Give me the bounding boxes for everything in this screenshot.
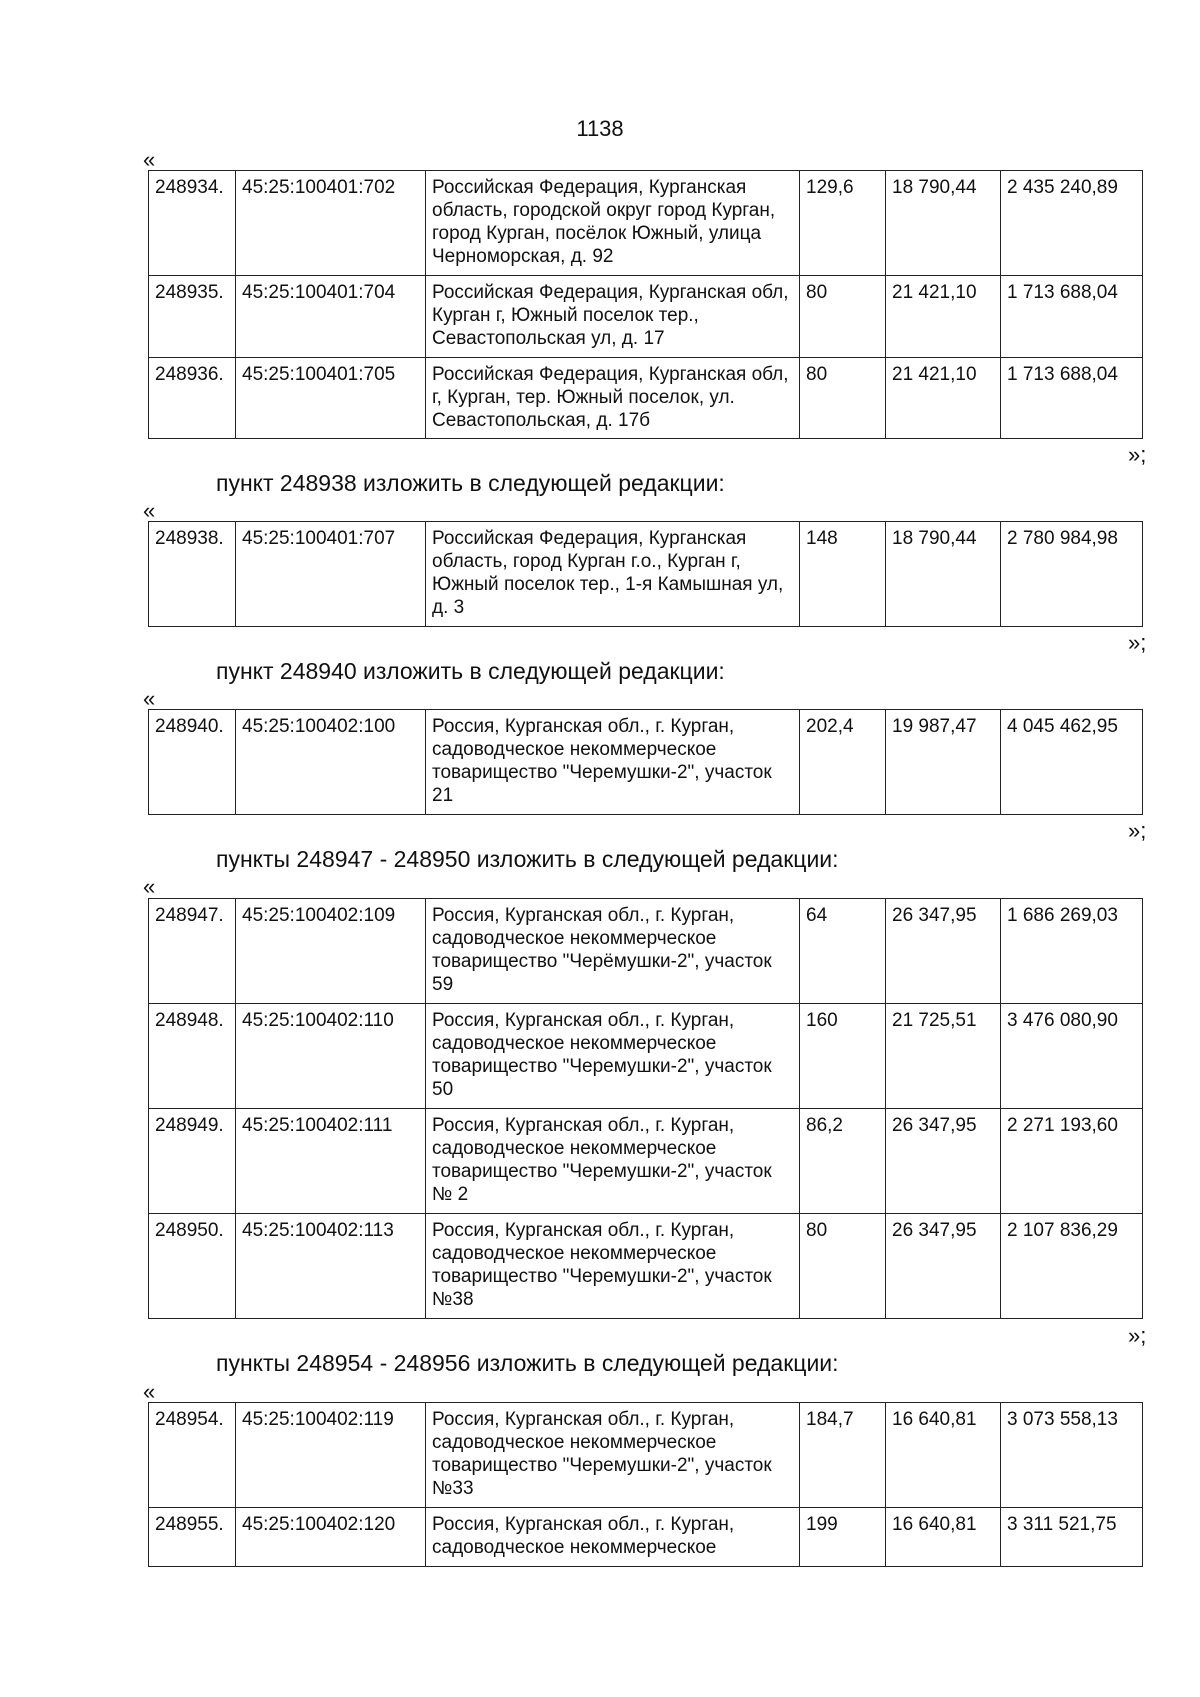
row-number: 248947.	[149, 899, 236, 1004]
records-table	[148, 170, 1143, 439]
page-number: 1138	[576, 116, 624, 141]
cadastral-value: 2 271 193,60	[1001, 1109, 1143, 1214]
row-number: 248936.	[149, 358, 236, 439]
row-number: 248950.	[149, 1214, 236, 1319]
address: Россия, Курганская обл., г. Курган, садоводческое некоммерческое товарищество "Черемушки-2", участок №38	[426, 1214, 800, 1319]
table-row	[149, 276, 1143, 358]
rate: 21 421,10	[886, 276, 1001, 358]
address: Россия, Курганская обл., г. Курган, садоводческое некоммерческое товарищество "Черёмушки-2", участок 59	[426, 899, 800, 1004]
cadastral-value: 1 713 688,04	[1001, 358, 1143, 439]
area: 160	[800, 1004, 886, 1109]
quote-close: »;	[1128, 1323, 1147, 1348]
rate: 18 790,44	[886, 522, 1001, 627]
rate: 21 421,10	[886, 358, 1001, 439]
cadastral-number: 45:25:100401:702	[236, 171, 426, 276]
cadastral-value: 2 435 240,89	[1001, 171, 1143, 276]
quote-close: »;	[1128, 818, 1147, 843]
cadastral-number: 45:25:100401:705	[236, 358, 426, 439]
quote-open: «	[143, 498, 156, 523]
cadastral-value: 2 780 984,98	[1001, 522, 1143, 627]
address: Российская Федерация, Курганская обл, г, Курган, тер. Южный поселок, ул. Севастопольская, д. 17б	[426, 358, 800, 439]
table-row	[149, 1004, 1143, 1109]
table-row	[149, 358, 1143, 439]
table-row	[149, 1403, 1143, 1508]
table-row	[149, 899, 1143, 1004]
row-number: 248948.	[149, 1004, 236, 1109]
row-number: 248954.	[149, 1403, 236, 1508]
row-number: 248955.	[149, 1508, 236, 1567]
address: Российская Федерация, Курганская область, городской округ город Курган, город Курган, посёлок Южный, улица Черноморская, д. 92	[426, 171, 800, 276]
address: Российская Федерация, Курганская обл, Курган г, Южный поселок тер., Севастопольская ул, д. 17	[426, 276, 800, 358]
rate: 26 347,95	[886, 1109, 1001, 1214]
cadastral-number: 45:25:100402:100	[236, 710, 426, 815]
row-number: 248938.	[149, 522, 236, 627]
cadastral-number: 45:25:100402:120	[236, 1508, 426, 1567]
row-number: 248949.	[149, 1109, 236, 1214]
quote-open: «	[143, 147, 156, 172]
cadastral-number: 45:25:100402:109	[236, 899, 426, 1004]
row-number: 248934.	[149, 171, 236, 276]
cadastral-number: 45:25:100401:707	[236, 522, 426, 627]
quote-open: «	[143, 686, 156, 711]
records-table	[148, 1402, 1143, 1567]
area: 86,2	[800, 1109, 886, 1214]
cadastral-number: 45:25:100402:111	[236, 1109, 426, 1214]
cadastral-number: 45:25:100402:110	[236, 1004, 426, 1109]
area: 199	[800, 1508, 886, 1567]
records-table	[148, 521, 1143, 627]
area: 80	[800, 276, 886, 358]
table-row	[149, 171, 1143, 276]
cadastral-value: 1 686 269,03	[1001, 899, 1143, 1004]
area: 148	[800, 522, 886, 627]
cadastral-number: 45:25:100402:119	[236, 1403, 426, 1508]
area: 129,6	[800, 171, 886, 276]
cadastral-number: 45:25:100402:113	[236, 1214, 426, 1319]
area: 80	[800, 1214, 886, 1319]
rate: 26 347,95	[886, 899, 1001, 1004]
cadastral-value: 3 476 080,90	[1001, 1004, 1143, 1109]
area: 64	[800, 899, 886, 1004]
records-table	[148, 898, 1143, 1319]
area: 184,7	[800, 1403, 886, 1508]
cadastral-value: 1 713 688,04	[1001, 276, 1143, 358]
table-row	[149, 522, 1143, 627]
cadastral-value: 3 073 558,13	[1001, 1403, 1143, 1508]
table-row	[149, 1214, 1143, 1319]
address: Россия, Курганская обл., г. Курган, садоводческое некоммерческое товарищество "Черемушки-2", участок №33	[426, 1403, 800, 1508]
address: Россия, Курганская обл., г. Курган, садоводческое некоммерческое товарищество "Черемушки-2", участок 50	[426, 1004, 800, 1109]
amendment-instruction: пункт 248940 изложить в следующей редакции:	[216, 658, 725, 684]
area: 80	[800, 358, 886, 439]
cadastral-value: 4 045 462,95	[1001, 710, 1143, 815]
cadastral-value: 2 107 836,29	[1001, 1214, 1143, 1319]
rate: 19 987,47	[886, 710, 1001, 815]
quote-open: «	[143, 1379, 156, 1404]
cadastral-number: 45:25:100401:704	[236, 276, 426, 358]
quote-close: »;	[1128, 442, 1147, 467]
rate: 18 790,44	[886, 171, 1001, 276]
rate: 16 640,81	[886, 1508, 1001, 1567]
address: Российская Федерация, Курганская область, город Курган г.о., Курган г, Южный поселок тер., 1-я Камышная ул, д. 3	[426, 522, 800, 627]
quote-close: »;	[1128, 630, 1147, 655]
address: Россия, Курганская обл., г. Курган, садоводческое некоммерческое товарищество "Черемушки-2", участок 21	[426, 710, 800, 815]
row-number: 248940.	[149, 710, 236, 815]
quote-open: «	[143, 874, 156, 899]
table-row	[149, 1109, 1143, 1214]
table-row	[149, 1508, 1143, 1567]
table-row	[149, 710, 1143, 815]
cadastral-value: 3 311 521,75	[1001, 1508, 1143, 1567]
area: 202,4	[800, 710, 886, 815]
amendment-instruction: пункт 248938 изложить в следующей редакции:	[216, 470, 725, 496]
address: Россия, Курганская обл., г. Курган, садоводческое некоммерческое	[426, 1508, 800, 1567]
rate: 16 640,81	[886, 1403, 1001, 1508]
address: Россия, Курганская обл., г. Курган, садоводческое некоммерческое товарищество "Черемушки-2", участок № 2	[426, 1109, 800, 1214]
rate: 21 725,51	[886, 1004, 1001, 1109]
records-table	[148, 709, 1143, 815]
rate: 26 347,95	[886, 1214, 1001, 1319]
amendment-instruction: пункты 248947 - 248950 изложить в следующей редакции:	[216, 846, 839, 872]
amendment-instruction: пункты 248954 - 248956 изложить в следующей редакции:	[216, 1350, 839, 1376]
row-number: 248935.	[149, 276, 236, 358]
